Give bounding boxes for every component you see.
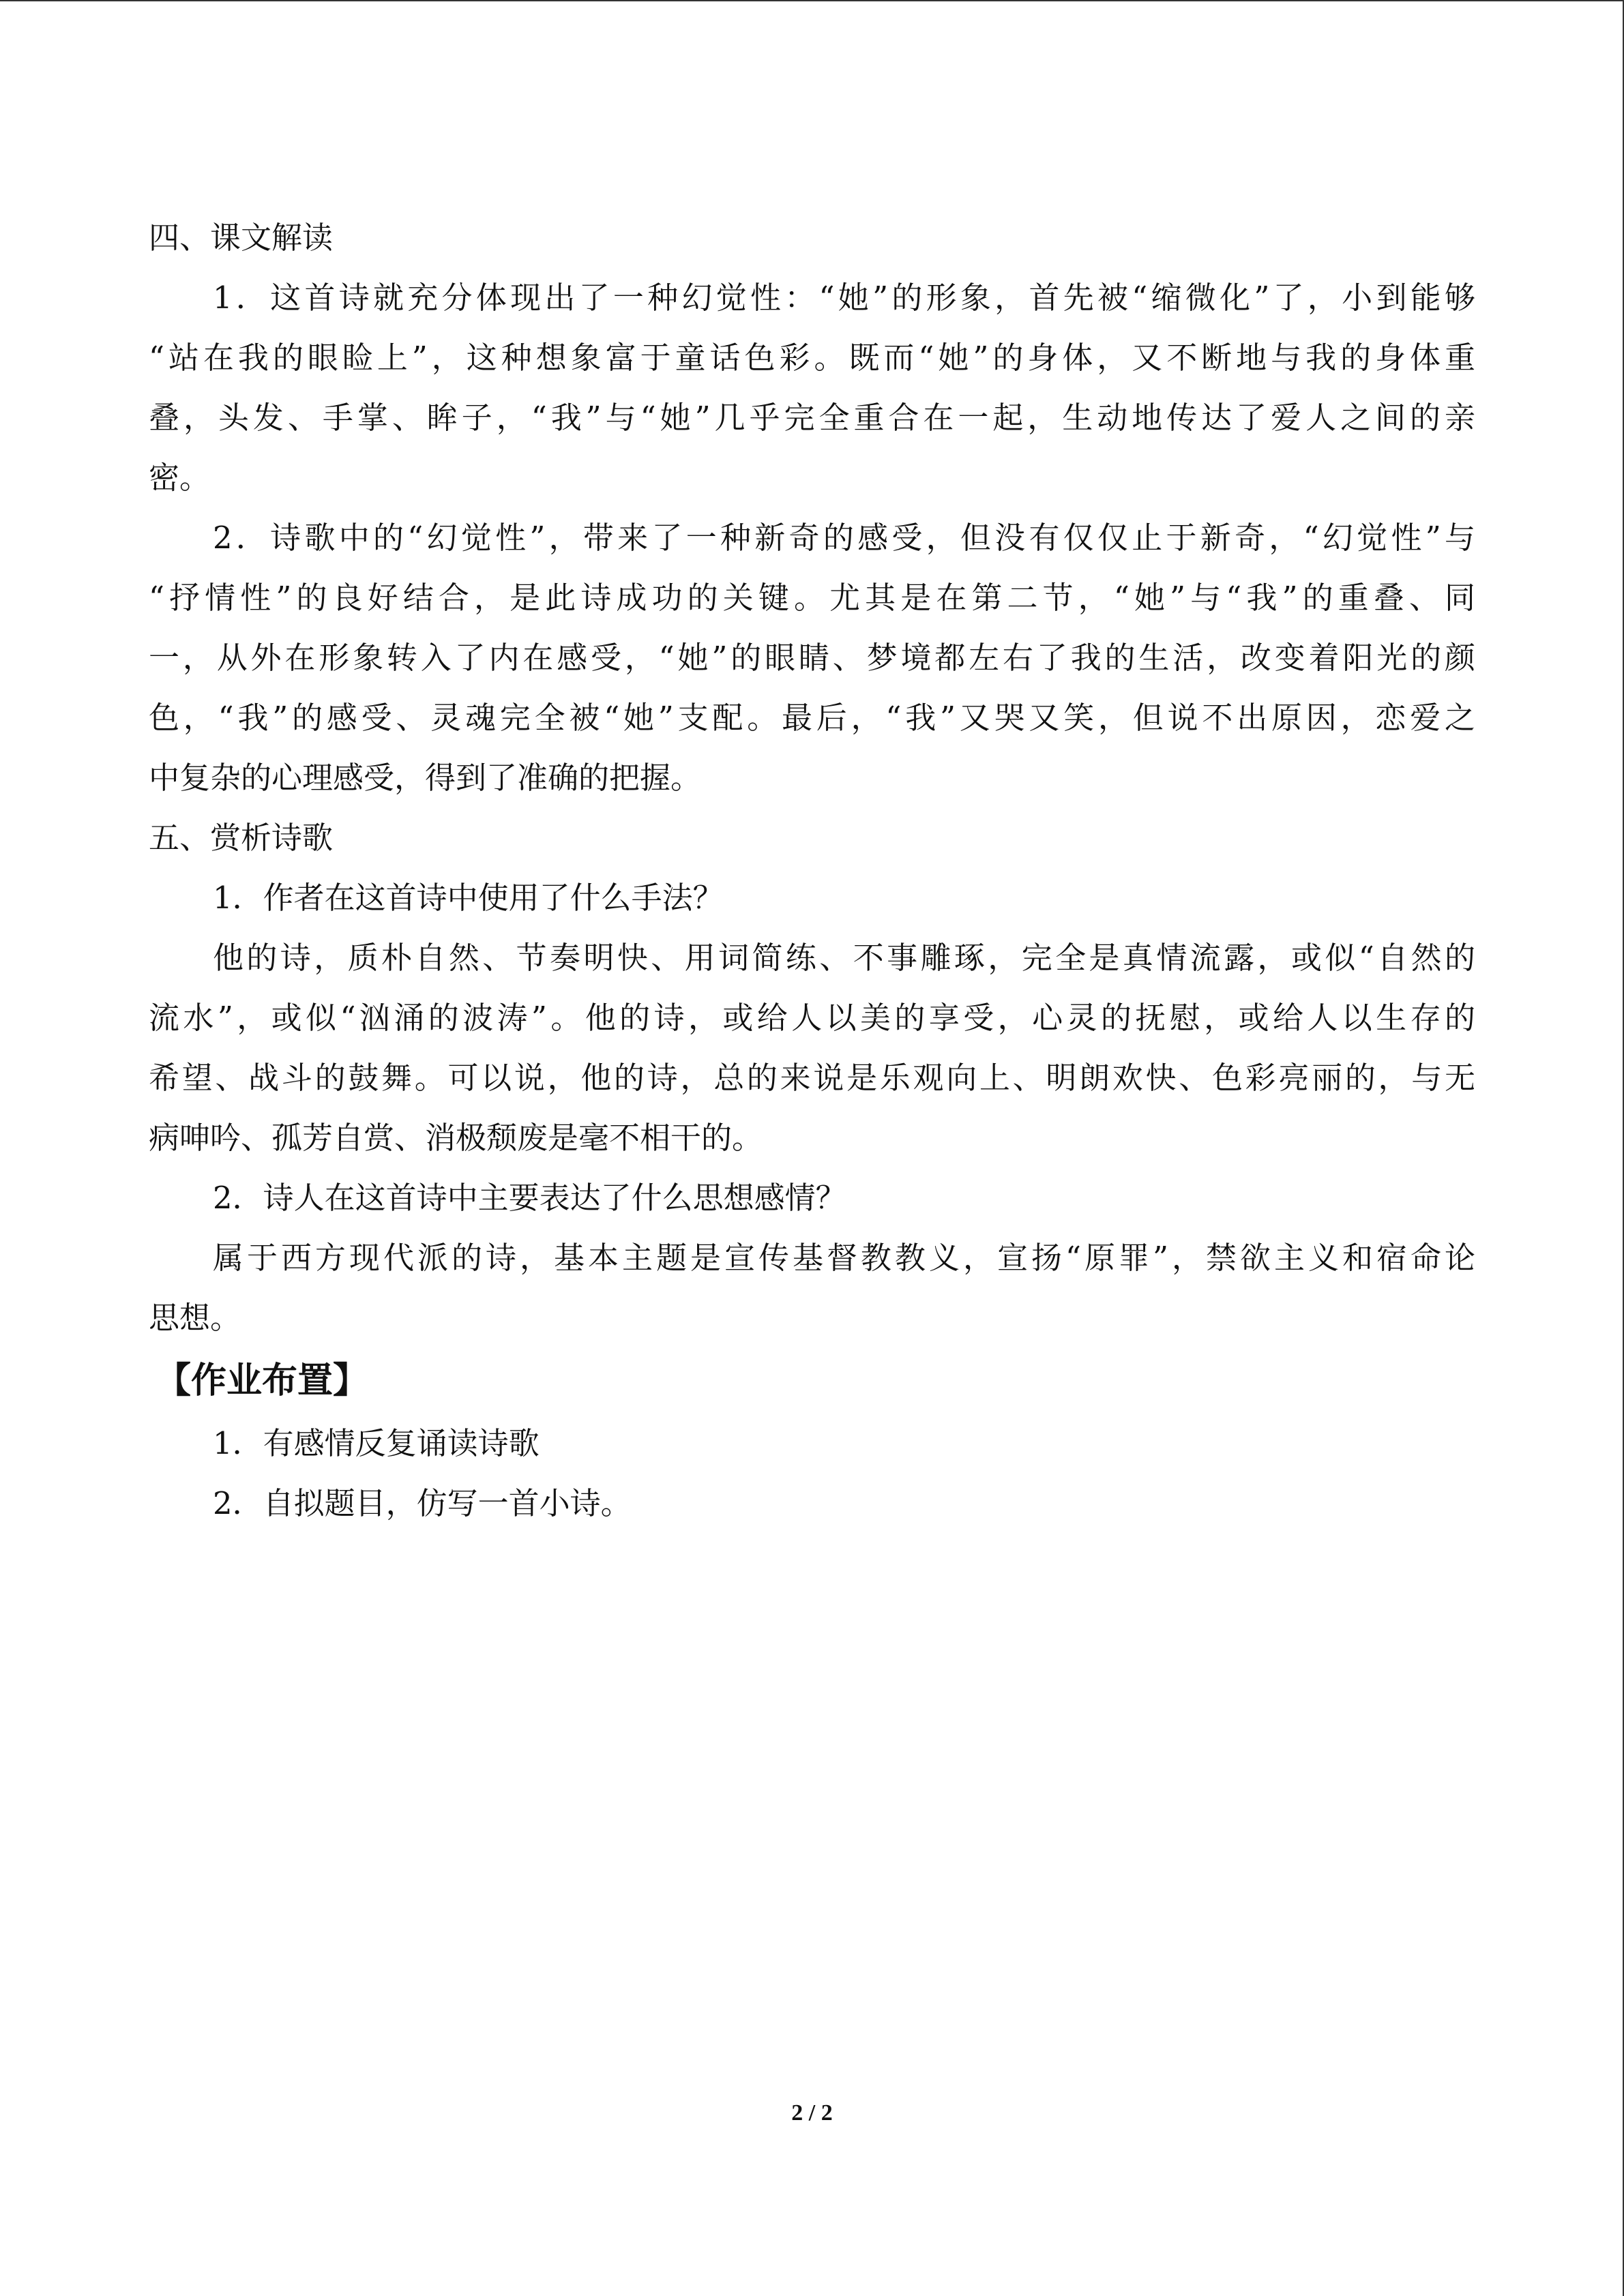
paragraph-line: 思想。 xyxy=(149,1300,241,1336)
homework-heading: 【作业布置】 xyxy=(156,1360,369,1401)
paragraph-line: 叠，头发、手掌、眸子，“我”与“她”几乎完全重合在一起，生动地传达了爱人之间的亲 xyxy=(149,400,1475,436)
paragraph-line: 他的诗，质朴自然、节奏明快、用词简练、不事雕琢，完全是真情流露，或似“自然的 xyxy=(213,940,1475,976)
section-heading-text-reading: 四、课文解读 xyxy=(149,220,334,256)
answer-2 xyxy=(149,1228,1475,1348)
paragraph-line: 中复杂的心理感受，得到了准确的把握。 xyxy=(149,760,702,796)
section-heading-appreciation: 五、赏析诗歌 xyxy=(149,820,334,856)
paragraph-line: 流水”，或似“汹涌的波涛”。他的诗，或给人以美的享受，心灵的抚慰，或给人以生存的 xyxy=(149,1000,1475,1036)
paragraph-line: 希望、战斗的鼓舞。可以说，他的诗，总的来说是乐观向上、明朗欢快、色彩亮丽的，与无 xyxy=(149,1060,1475,1096)
paragraph-line: “抒情性”的良好结合，是此诗成功的关键。尤其是在第二节，“她”与“我”的重叠、同 xyxy=(149,580,1475,616)
paragraph-line: “站在我的眼睑上”，这种想象富于童话色彩。既而“她”的身体，又不断地与我的身体重 xyxy=(149,340,1475,376)
paragraph-line: 病呻吟、孤芳自赏、消极颓废是毫不相干的。 xyxy=(149,1120,763,1156)
paragraph-line: 1．这首诗就充分体现出了一种幻觉性：“她”的形象，首先被“缩微化”了，小到能够 xyxy=(213,280,1475,316)
paragraph-reading-2 xyxy=(149,508,1475,808)
page-number: 2 / 2 xyxy=(791,2100,833,2126)
question-1: 1．作者在这首诗中使用了什么手法？ xyxy=(213,880,724,916)
answer-1 xyxy=(149,928,1475,1168)
paragraph-line: 密。 xyxy=(149,460,211,496)
paragraph-reading-1 xyxy=(149,268,1475,508)
homework-item: 1．有感情反复诵读诗歌 xyxy=(213,1425,540,1461)
document-body xyxy=(149,208,1475,1534)
paragraph-line: 2．诗歌中的“幻觉性”，带来了一种新奇的感受，但没有仅仅止于新奇，“幻觉性”与 xyxy=(213,520,1475,556)
paragraph-line: 属于西方现代派的诗，基本主题是宣传基督教教义，宣扬“原罪”，禁欲主义和宿命论 xyxy=(213,1240,1475,1276)
homework-item: 2．自拟题目，仿写一首小诗。 xyxy=(213,1485,632,1521)
question-2: 2．诗人在这首诗中主要表达了什么思想感情？ xyxy=(213,1180,846,1216)
paragraph-line: 色，“我”的感受、灵魂完全被“她”支配。最后，“我”又哭又笑，但说不出原因，恋爱之 xyxy=(149,700,1475,736)
paragraph-line: 一，从外在形象转入了内在感受，“她”的眼睛、梦境都左右了我的生活，改变着阳光的颜 xyxy=(149,640,1475,676)
